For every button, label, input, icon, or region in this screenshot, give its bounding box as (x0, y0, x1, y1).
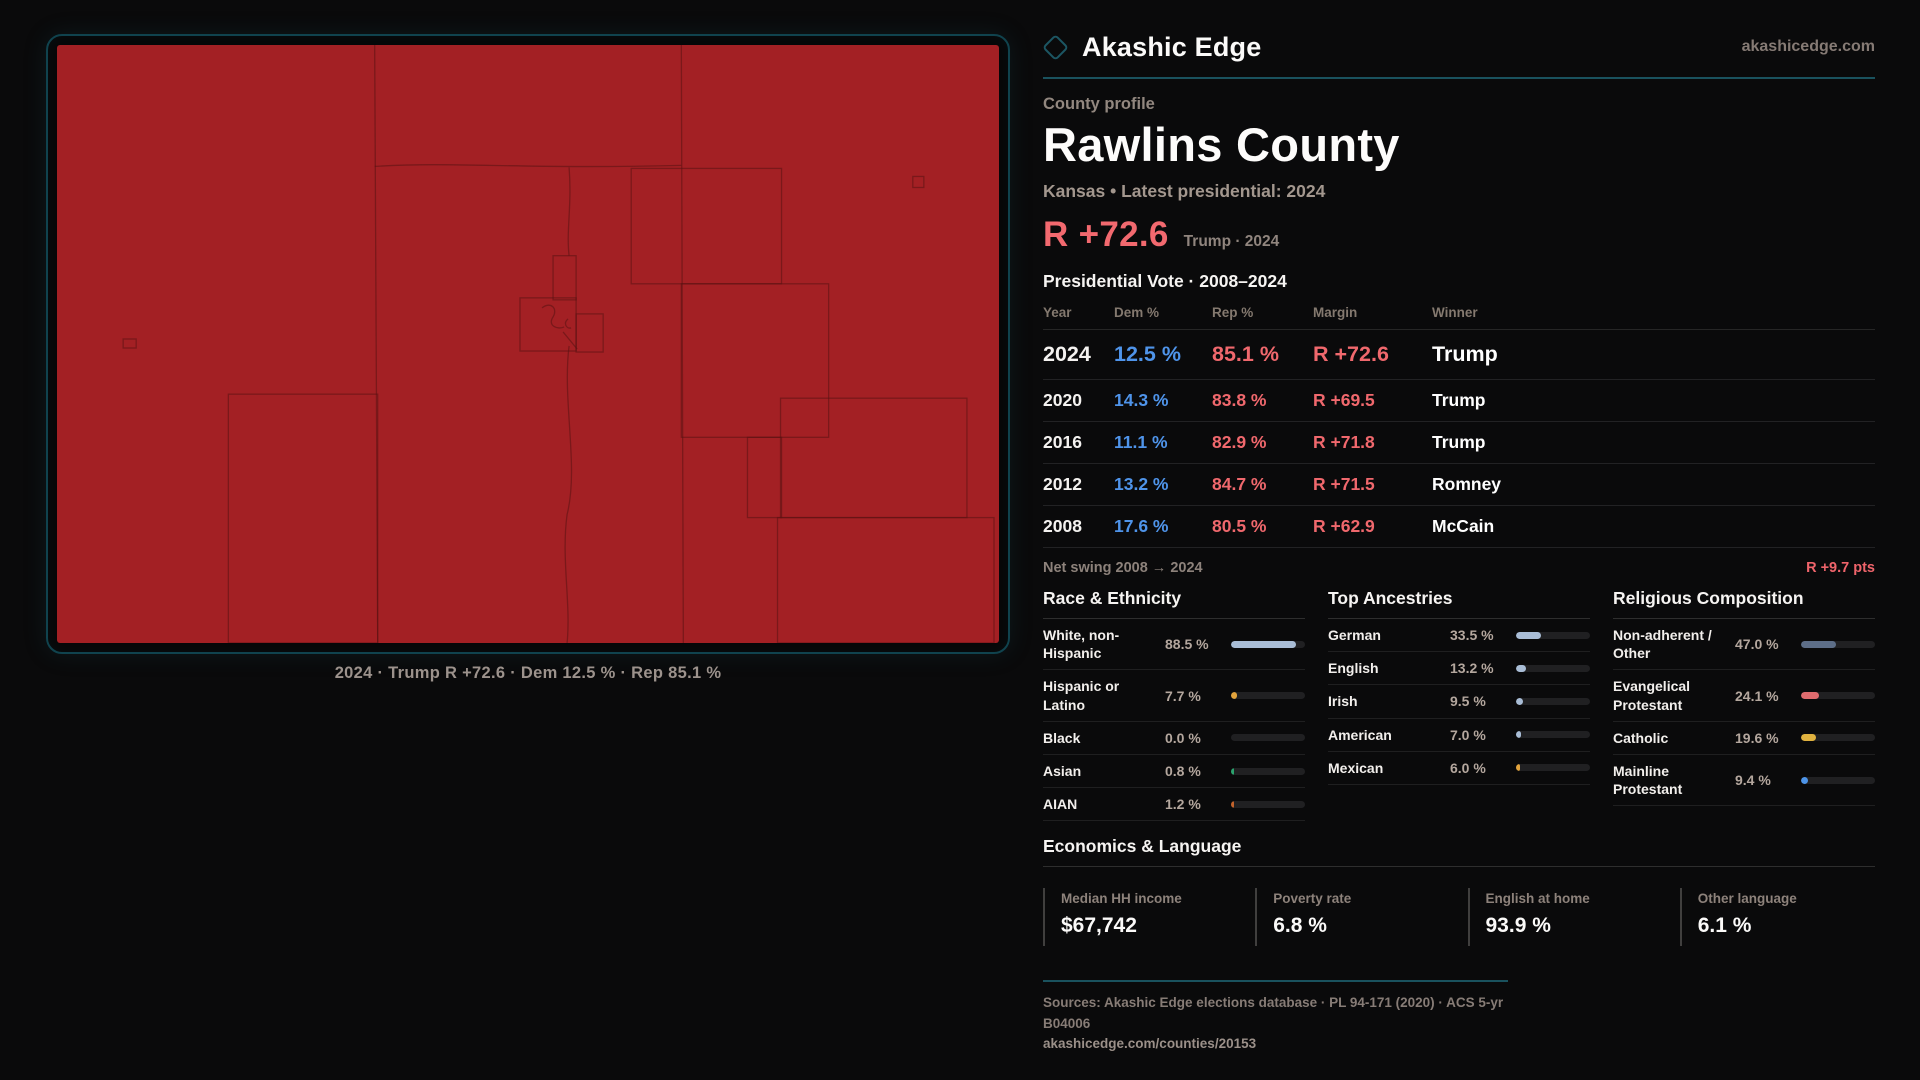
race-bar-3 (1231, 768, 1305, 775)
net-swing-label: Net swing 2008 → 2024 (1043, 560, 1203, 576)
ancestries-label-4: Mexican (1328, 759, 1384, 776)
demo-section-title-religion: Religious Composition (1613, 588, 1875, 619)
ancestries-value-2: 9.5 % (1450, 693, 1486, 710)
religion-bar-0 (1801, 641, 1875, 648)
race-label-2: Black (1043, 729, 1081, 746)
ancestries-bar-fill-3 (1516, 731, 1521, 738)
headline-margin-row (1043, 215, 1875, 255)
econ-card-3 (1680, 888, 1875, 946)
net-swing-value: R +9.7 pts (1806, 560, 1875, 576)
ancestries-value-3: 7.0 % (1450, 726, 1486, 743)
vote-2020-year: 2020 (1043, 390, 1082, 410)
ancestries-value-4: 6.0 % (1450, 759, 1486, 776)
ancestries-row-2 (1328, 685, 1590, 718)
demographics-grid (1043, 588, 1875, 821)
race-bar-fill-3 (1231, 768, 1234, 775)
econ-card-value-3: 6.1 % (1697, 914, 1752, 938)
religion-bar-fill-0 (1801, 641, 1836, 648)
vote-col-header-1: Dem % (1114, 305, 1160, 320)
race-bar-fill-1 (1231, 692, 1237, 699)
religion-bar-fill-3 (1801, 777, 1808, 784)
ancestries-row-1 (1328, 652, 1590, 685)
econ-card-0 (1043, 888, 1238, 946)
ancestries-bar-3 (1516, 731, 1590, 738)
vote-row-2008 (1043, 506, 1875, 548)
econ-card-2 (1468, 888, 1663, 946)
econ-card-label-2: English at home (1485, 891, 1590, 907)
race-bar-2 (1231, 734, 1305, 741)
vote-table-title: Presidential Vote · 2008–2024 (1043, 271, 1287, 291)
vote-2016-rep: 82.9 % (1212, 432, 1267, 452)
race-bar-4 (1231, 801, 1305, 808)
ancestries-value-0: 33.5 % (1450, 627, 1494, 644)
race-row-2 (1043, 722, 1305, 755)
vote-row-2016 (1043, 422, 1875, 464)
vote-2024-winner: Trump (1432, 342, 1498, 366)
headline-margin-note: Trump · 2024 (1183, 233, 1280, 250)
page-title: Rawlins County (1043, 118, 1400, 171)
vote-col-header-2: Rep % (1212, 305, 1254, 320)
religion-bar-fill-1 (1801, 692, 1819, 699)
eyebrow-label: County profile (1043, 95, 1155, 113)
vote-row-2024 (1043, 330, 1875, 380)
religion-label-3: Mainline Protestant (1613, 762, 1683, 798)
religion-row-1 (1613, 670, 1875, 721)
race-label-1: Hispanic or Latino (1043, 678, 1120, 713)
demo-section-title-race: Race & Ethnicity (1043, 588, 1305, 619)
ancestries-row-3 (1328, 719, 1590, 752)
vote-2024-margin: R +72.6 (1313, 342, 1389, 366)
vote-2008-margin: R +62.9 (1313, 516, 1375, 536)
race-row-0 (1043, 619, 1305, 670)
vote-2008-year: 2008 (1043, 516, 1082, 536)
site-link[interactable]: akashicedge.com (1741, 38, 1875, 55)
race-label-4: AIAN (1043, 796, 1078, 813)
state-subtitle: Kansas • Latest presidential: 2024 (1043, 181, 1326, 201)
religion-bar-3 (1801, 777, 1875, 784)
net-swing-row (1043, 560, 1875, 576)
ancestries-label-1: English (1328, 660, 1379, 677)
demo-section-race (1043, 588, 1305, 821)
header-divider (1043, 77, 1875, 79)
vote-2020-dem: 14.3 % (1114, 390, 1169, 410)
vote-table-rows (1043, 330, 1875, 548)
econ-card-value-2: 93.9 % (1485, 914, 1551, 938)
demo-section-religion (1613, 588, 1875, 821)
ancestries-label-3: American (1328, 726, 1392, 743)
econ-card-1 (1255, 888, 1450, 946)
race-value-1: 7.7 % (1165, 687, 1201, 704)
county-profile-panel (1043, 26, 1875, 1053)
ancestries-bar-4 (1516, 764, 1590, 771)
religion-bar-fill-2 (1801, 734, 1816, 741)
religion-label-1: Evangelical Protestant (1613, 678, 1691, 713)
ancestries-row-4 (1328, 752, 1590, 785)
vote-2020-winner: Trump (1432, 390, 1486, 410)
religion-label-0: Non-adherent / Other (1613, 627, 1712, 662)
footer-divider (1043, 980, 1508, 982)
econ-card-value-0: $67,742 (1061, 914, 1137, 938)
race-value-3: 0.8 % (1165, 763, 1201, 780)
vote-2020-rep: 83.8 % (1212, 390, 1267, 410)
vote-2016-dem: 11.1 % (1114, 432, 1168, 452)
ancestries-bar-0 (1516, 632, 1590, 639)
county-map-panel (46, 34, 1010, 654)
religion-value-0: 47.0 % (1735, 636, 1779, 653)
race-row-1 (1043, 670, 1305, 721)
footer (1043, 980, 1875, 1053)
vote-2008-rep: 80.5 % (1212, 516, 1267, 536)
race-value-0: 88.5 % (1165, 636, 1209, 653)
ancestries-bar-2 (1516, 698, 1590, 705)
religion-bar-1 (1801, 692, 1875, 699)
religion-row-0 (1613, 619, 1875, 670)
brand-name: Akashic Edge (1082, 31, 1262, 62)
vote-2008-winner: McCain (1432, 516, 1495, 536)
vote-2024-rep: 85.1 % (1212, 342, 1279, 366)
vote-2012-dem: 13.2 % (1114, 474, 1169, 494)
race-label-3: Asian (1043, 762, 1082, 779)
vote-2024-dem: 12.5 % (1114, 342, 1181, 366)
ancestries-bar-fill-1 (1516, 665, 1526, 672)
religion-label-2: Catholic (1613, 729, 1669, 746)
diamond-logo-icon (1042, 34, 1069, 61)
ancestries-value-1: 13.2 % (1450, 660, 1494, 677)
vote-2012-year: 2012 (1043, 474, 1082, 494)
econ-card-label-0: Median HH income (1061, 891, 1182, 907)
race-label-0: White, non-Hispanic (1043, 627, 1120, 662)
county-url-link[interactable]: akashicedge.com/counties/20153 (1043, 1035, 1257, 1051)
map-caption: 2024 · Trump R +72.6 · Dem 12.5 % · Rep 85.1 % (334, 664, 722, 682)
vote-col-header-4: Winner (1432, 305, 1478, 320)
vote-2008-dem: 17.6 % (1114, 516, 1169, 536)
vote-col-header-0: Year (1043, 305, 1072, 320)
vote-2024-year: 2024 (1043, 342, 1091, 366)
economics-title: Economics & Language (1043, 836, 1875, 867)
race-bar-fill-0 (1231, 641, 1296, 648)
religion-row-2 (1613, 722, 1875, 755)
vote-col-header-3: Margin (1313, 305, 1358, 320)
ancestries-bar-fill-0 (1516, 632, 1541, 639)
vote-table-header (1043, 305, 1875, 330)
county-map[interactable] (57, 45, 999, 643)
race-value-4: 1.2 % (1165, 796, 1201, 813)
race-bar-fill-4 (1231, 801, 1234, 808)
race-row-4 (1043, 788, 1305, 821)
vote-row-2012 (1043, 464, 1875, 506)
race-bar-0 (1231, 641, 1305, 648)
religion-value-1: 24.1 % (1735, 687, 1779, 704)
econ-card-label-3: Other language (1697, 891, 1797, 907)
ancestries-bar-1 (1516, 665, 1590, 672)
race-value-2: 0.0 % (1165, 729, 1201, 746)
religion-bar-2 (1801, 734, 1875, 741)
precinct-boundaries (57, 45, 999, 643)
ancestries-row-0 (1328, 619, 1590, 652)
headline-margin-value: R +72.6 (1043, 215, 1169, 254)
ancestries-label-2: Irish (1328, 693, 1358, 710)
ancestries-label-0: German (1328, 627, 1381, 643)
econ-card-value-1: 6.8 % (1273, 914, 1327, 938)
vote-2012-margin: R +71.5 (1313, 474, 1375, 494)
vote-row-2020 (1043, 380, 1875, 422)
economics-cards (1043, 888, 1875, 946)
vote-2016-year: 2016 (1043, 432, 1082, 452)
vote-2016-winner: Trump (1432, 432, 1486, 452)
religion-value-3: 9.4 % (1735, 772, 1771, 789)
vote-2012-winner: Romney (1432, 474, 1502, 494)
ancestries-bar-fill-2 (1516, 698, 1523, 705)
demo-section-title-ancestries: Top Ancestries (1328, 588, 1590, 619)
vote-2012-rep: 84.7 % (1212, 474, 1267, 494)
religion-value-2: 19.6 % (1735, 729, 1779, 746)
race-row-3 (1043, 755, 1305, 788)
vote-2016-margin: R +71.8 (1313, 432, 1375, 452)
sources-text: Sources: Akashic Edge elections database · PL 94-171 (2020) · ACS 5-yr B04006 (1043, 995, 1504, 1031)
race-bar-1 (1231, 692, 1305, 699)
religion-row-3 (1613, 755, 1875, 806)
ancestries-bar-fill-4 (1516, 764, 1520, 771)
demo-section-ancestries (1328, 588, 1590, 821)
econ-card-label-1: Poverty rate (1273, 891, 1352, 907)
brand-header (1043, 26, 1875, 68)
vote-2020-margin: R +69.5 (1313, 390, 1375, 410)
